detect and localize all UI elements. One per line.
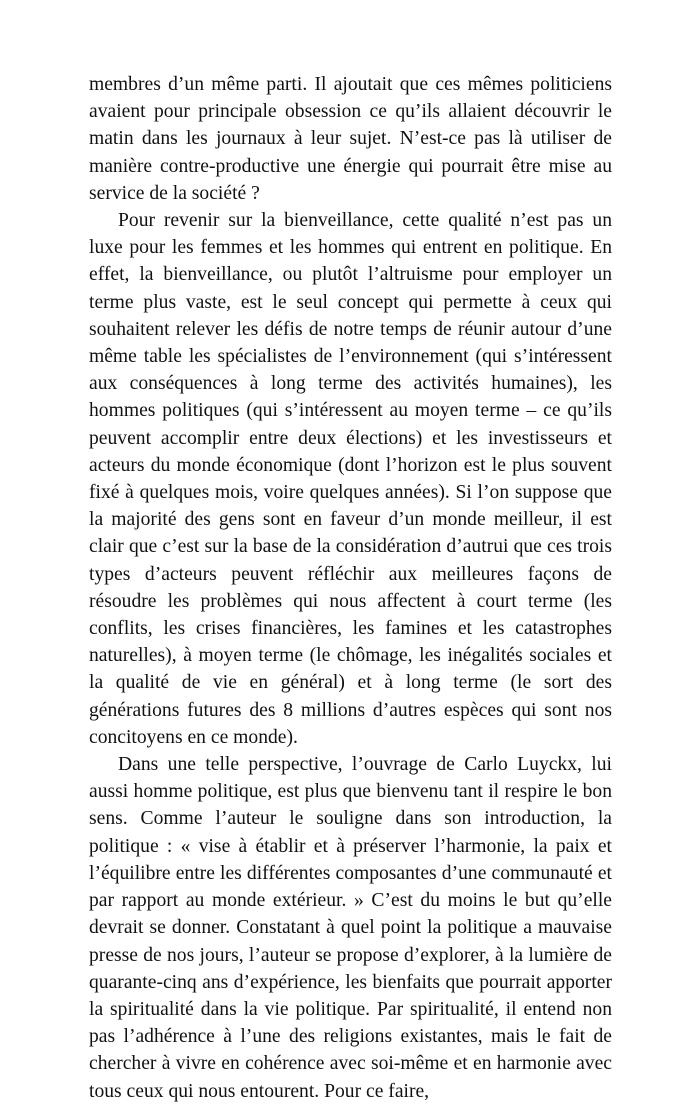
paragraph-luyckx: Dans une telle perspective, l’ouvrage de Carlo Luyckx, lui aussi homme politique, est plus que bienvenu tant il respire le bon sens. Comme l’auteur le souligne dans son introduction, la politique : « vise à établir et à préserver l’harmonie, la paix et l’équilibre entre les différentes composantes d’une communauté et par rapport au monde extérieur. » C’est du moins le but qu’elle devrait se donner. Constatant à quel point la politique a mauvaise presse de nos jours, l’auteur se propose d’explorer, à la lumière de quarante-cinq ans d’expérience, les bienfaits que pourrait apporter la spiritualité dans la vie politique. Par spiritualité, il entend non pas l’adhérence à l’une des religions existantes, mais le fait de chercher à vivre en cohérence avec soi-même et en harmonie avec tous ceux qui nous entourent. Pour ce faire,: [89, 754, 612, 1102]
paragraph-continued: membres d’un même parti. Il ajoutait que ces mêmes politiciens avaient pour principale obsession ce qu’ils allaient découvrir le matin dans les journaux à leur sujet. N’est-ce pas là utiliser de manière contre-productive une énergie qui pourrait être mise au service de la société ?: [89, 74, 612, 204]
paragraph-bienveillance: Pour revenir sur la bienveillance, cette qualité n’est pas un luxe pour les femmes et les hommes qui entrent en politique. En effet, la bienveillance, ou plutôt l’altruisme pour employer un terme plus vaste, est le seul concept qui permette à ceux qui souhaitent relever les défis de notre temps de réunir autour d’une même table les spécialistes de l’environnement (qui s’intéressent aux conséquences à long terme des activités humaines), les hommes politiques (qui s’intéressent au moyen terme – ce qu’ils peuvent accomplir entre deux élections) et les investisseurs et acteurs du monde économique (dont l’horizon est le plus souvent fixé à quelques mois, voire quelques années). Si l’on suppose que la majorité des gens sont en faveur d’un monde meilleur, il est clair que c’est sur la base de la considération d’autrui que ces trois types d’acteurs peuvent réfléchir aux meilleures façons de résoudre les problèmes qui nous affectent à court terme (les conflits, les crises financières, les famines et les catastrophes naturelles), à moyen terme (le chômage, les inégalités sociales et la qualité de vie en général) et à long terme (le sort des générations futures des 8 millions d’autres espèces qui sont nos concitoyens en ce monde).: [89, 210, 612, 748]
